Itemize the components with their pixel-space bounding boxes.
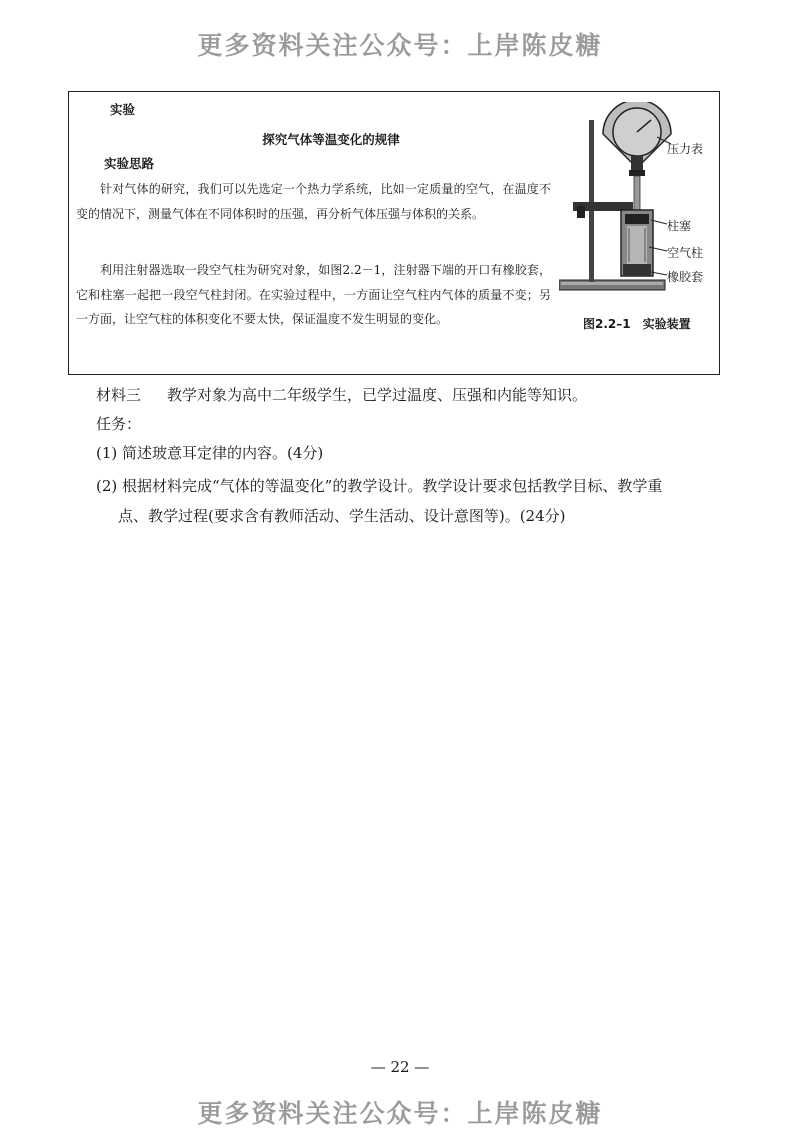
- experiment-label: 实验: [110, 102, 136, 117]
- label-rubber-cap: 橡胶套: [667, 270, 704, 284]
- material-three-label: 材料三: [96, 386, 142, 404]
- material-three-text: 教学对象为高中二年级学生，已学过温度、压强和内能等知识。: [167, 386, 588, 404]
- experiment-subheading: 实验思路: [104, 156, 155, 171]
- watermark-top: 更多资料关注公众号：上岸陈皮糖: [197, 31, 603, 60]
- label-pressure-gauge: 压力表: [667, 142, 704, 156]
- label-plunger: 柱塞: [667, 219, 692, 233]
- experiment-title: 探究气体等温变化的规律: [262, 132, 400, 147]
- label-air-column: 空气柱: [667, 246, 704, 260]
- apparatus-figure: [559, 102, 714, 370]
- material-three: [96, 384, 587, 406]
- page-number: — 22 —: [370, 1058, 430, 1076]
- task-question-1: (1) 简述玻意耳定律的内容。(4分): [96, 444, 324, 462]
- task-question-2-line-1: (2) 根据材料完成“气体的等温变化”的教学设计。教学设计要求包括教学目标、教学重: [96, 477, 663, 495]
- experiment-paragraph-2: 利用注射器选取一段空气柱为研究对象，如图2.2－1，注射器下端的开口有橡胶套，它和柱塞一起把一段空气柱封闭。在实验过程中，一方面让空气柱内气体的质量不变；另一方面，让空气柱的体积变化不要太快，保证温度不发生明显的变化。: [76, 263, 551, 326]
- figure-caption: 图2.2–1 实验装置: [583, 317, 691, 331]
- experiment-box: [68, 91, 720, 375]
- watermark-bottom: 更多资料关注公众号：上岸陈皮糖: [197, 1099, 603, 1128]
- task-question-2-line-2: 点、教学过程(要求含有教师活动、学生活动、设计意图等)。(24分): [118, 507, 566, 525]
- experiment-paragraph-1: 针对气体的研究，我们可以先选定一个热力学系统，比如一定质量的空气，在温度不变的情况下，测量气体在不同体积时的压强，再分析气体压强与体积的关系。: [76, 182, 551, 221]
- task-label: 任务：: [96, 415, 142, 433]
